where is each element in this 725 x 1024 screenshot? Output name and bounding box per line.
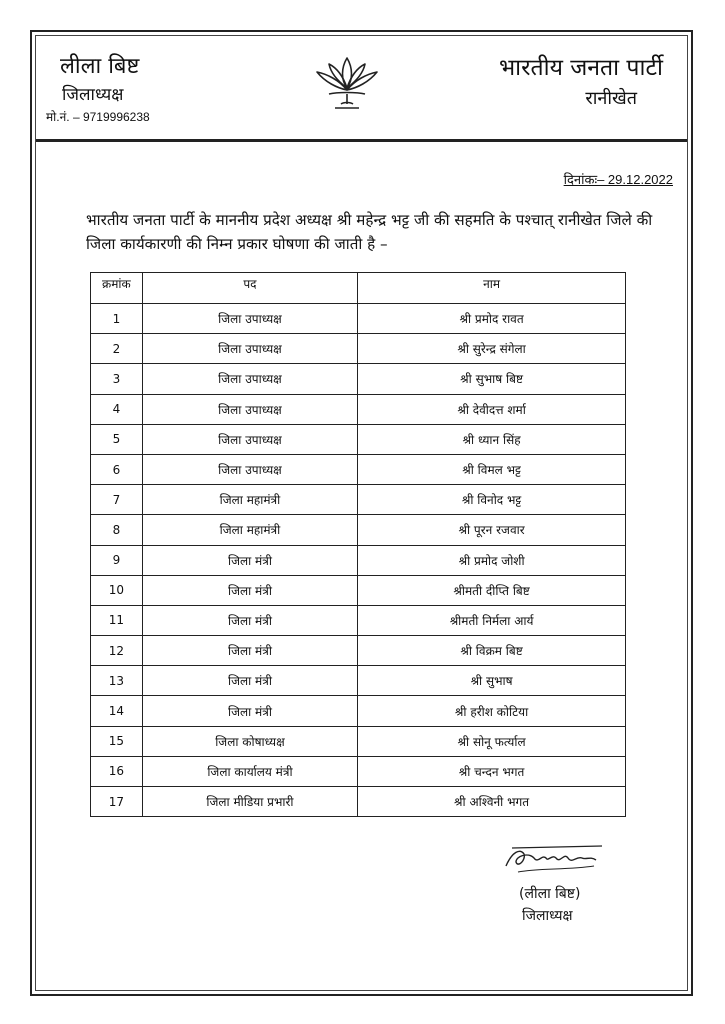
sender-name: लीला बिष्ट xyxy=(60,54,140,79)
table-header-row xyxy=(91,273,626,304)
row-name: श्री देवीदत्त शर्मा xyxy=(358,394,626,424)
table-row xyxy=(91,424,626,454)
row-post: जिला मंत्री xyxy=(142,575,357,605)
row-post: जिला मंत्री xyxy=(142,545,357,575)
table-row xyxy=(91,575,626,605)
row-post: जिला उपाध्यक्ष xyxy=(142,454,357,484)
table-row xyxy=(91,666,626,696)
row-name: श्री विमल भट्ट xyxy=(358,454,626,484)
sender-designation: जिलाध्यक्ष xyxy=(62,85,124,105)
row-serial: 7 xyxy=(91,485,143,515)
row-name: श्री चन्दन भगत xyxy=(358,756,626,786)
row-post: जिला उपाध्यक्ष xyxy=(142,364,357,394)
row-serial: 15 xyxy=(91,726,143,756)
announcement-text: भारतीय जनता पार्टी के माननीय प्रदेश अध्यक्ष श्री महेन्द्र भट्ट जी की सहमति के पश्चात् रानीखेत जिले की जिला कार्यकारणी की निम्न प्रकार घोषणा की जाती है – xyxy=(86,211,653,253)
party-city: रानीखेत xyxy=(585,88,637,109)
lotus-icon xyxy=(311,52,383,112)
row-serial: 6 xyxy=(91,454,143,484)
table-row xyxy=(91,636,626,666)
row-post: जिला कार्यालय मंत्री xyxy=(142,756,357,786)
header-post: पद xyxy=(142,273,357,304)
table-row xyxy=(91,605,626,635)
row-name: श्री सुभाष xyxy=(358,666,626,696)
row-name: श्री प्रमोद रावत xyxy=(358,304,626,334)
row-serial: 14 xyxy=(91,696,143,726)
row-name: श्री सुभाष बिष्ट xyxy=(358,364,626,394)
row-serial: 12 xyxy=(91,636,143,666)
row-serial: 13 xyxy=(91,666,143,696)
row-serial: 9 xyxy=(91,545,143,575)
table-row xyxy=(91,545,626,575)
row-post: जिला उपाध्यक्ष xyxy=(142,304,357,334)
row-name: श्री सुरेन्द्र संगेला xyxy=(358,334,626,364)
table-row xyxy=(91,364,626,394)
row-name: श्री विक्रम बिष्ट xyxy=(358,636,626,666)
header-divider xyxy=(36,139,687,142)
row-post: जिला उपाध्यक्ष xyxy=(142,424,357,454)
table-row xyxy=(91,515,626,545)
row-post: जिला मीडिया प्रभारी xyxy=(142,787,357,817)
row-serial: 11 xyxy=(91,605,143,635)
row-name: श्रीमती दीप्ति बिष्ट xyxy=(358,575,626,605)
header-name: नाम xyxy=(358,273,626,304)
row-name: श्री हरीश कोटिया xyxy=(358,696,626,726)
table-body xyxy=(91,304,626,817)
row-post: जिला मंत्री xyxy=(142,636,357,666)
row-serial: 2 xyxy=(91,334,143,364)
signature-icon xyxy=(498,838,608,878)
row-serial: 3 xyxy=(91,364,143,394)
signatory-designation: जिलाध्यक्ष xyxy=(522,908,573,924)
row-serial: 5 xyxy=(91,424,143,454)
row-name: श्री अश्विनी भगत xyxy=(358,787,626,817)
row-post: जिला उपाध्यक्ष xyxy=(142,334,357,364)
letterhead xyxy=(36,36,687,140)
table-row xyxy=(91,726,626,756)
row-name: श्री विनोद भट्ट xyxy=(358,485,626,515)
header-serial: क्रमांक xyxy=(91,273,143,304)
table-row xyxy=(91,787,626,817)
table-row xyxy=(91,756,626,786)
row-post: जिला मंत्री xyxy=(142,605,357,635)
table-row xyxy=(91,304,626,334)
table-row xyxy=(91,485,626,515)
row-name: श्री पूरन रजवार xyxy=(358,515,626,545)
row-post: जिला कोषाध्यक्ष xyxy=(142,726,357,756)
row-post: जिला उपाध्यक्ष xyxy=(142,394,357,424)
table-row xyxy=(91,696,626,726)
row-name: श्रीमती निर्मला आर्य xyxy=(358,605,626,635)
row-post: जिला महामंत्री xyxy=(142,515,357,545)
party-name: भारतीय जनता पार्टी xyxy=(498,55,663,81)
row-serial: 16 xyxy=(91,756,143,786)
row-post: जिला मंत्री xyxy=(142,696,357,726)
table-row xyxy=(91,394,626,424)
row-name: श्री ध्यान सिंह xyxy=(358,424,626,454)
row-name: श्री प्रमोद जोशी xyxy=(358,545,626,575)
row-post: जिला मंत्री xyxy=(142,666,357,696)
signatory-name: (लीला बिष्ट) xyxy=(519,886,581,902)
table-row xyxy=(91,454,626,484)
table-row xyxy=(91,334,626,364)
row-serial: 8 xyxy=(91,515,143,545)
row-serial: 4 xyxy=(91,394,143,424)
document-date: दिनांकः– 29.12.2022 xyxy=(563,172,673,187)
sender-mobile: मो.नं. – 9719996238 xyxy=(46,110,150,124)
row-serial: 10 xyxy=(91,575,143,605)
row-serial: 17 xyxy=(91,787,143,817)
executive-table xyxy=(90,272,626,817)
row-post: जिला महामंत्री xyxy=(142,485,357,515)
row-name: श्री सोनू फर्त्याल xyxy=(358,726,626,756)
row-serial: 1 xyxy=(91,304,143,334)
